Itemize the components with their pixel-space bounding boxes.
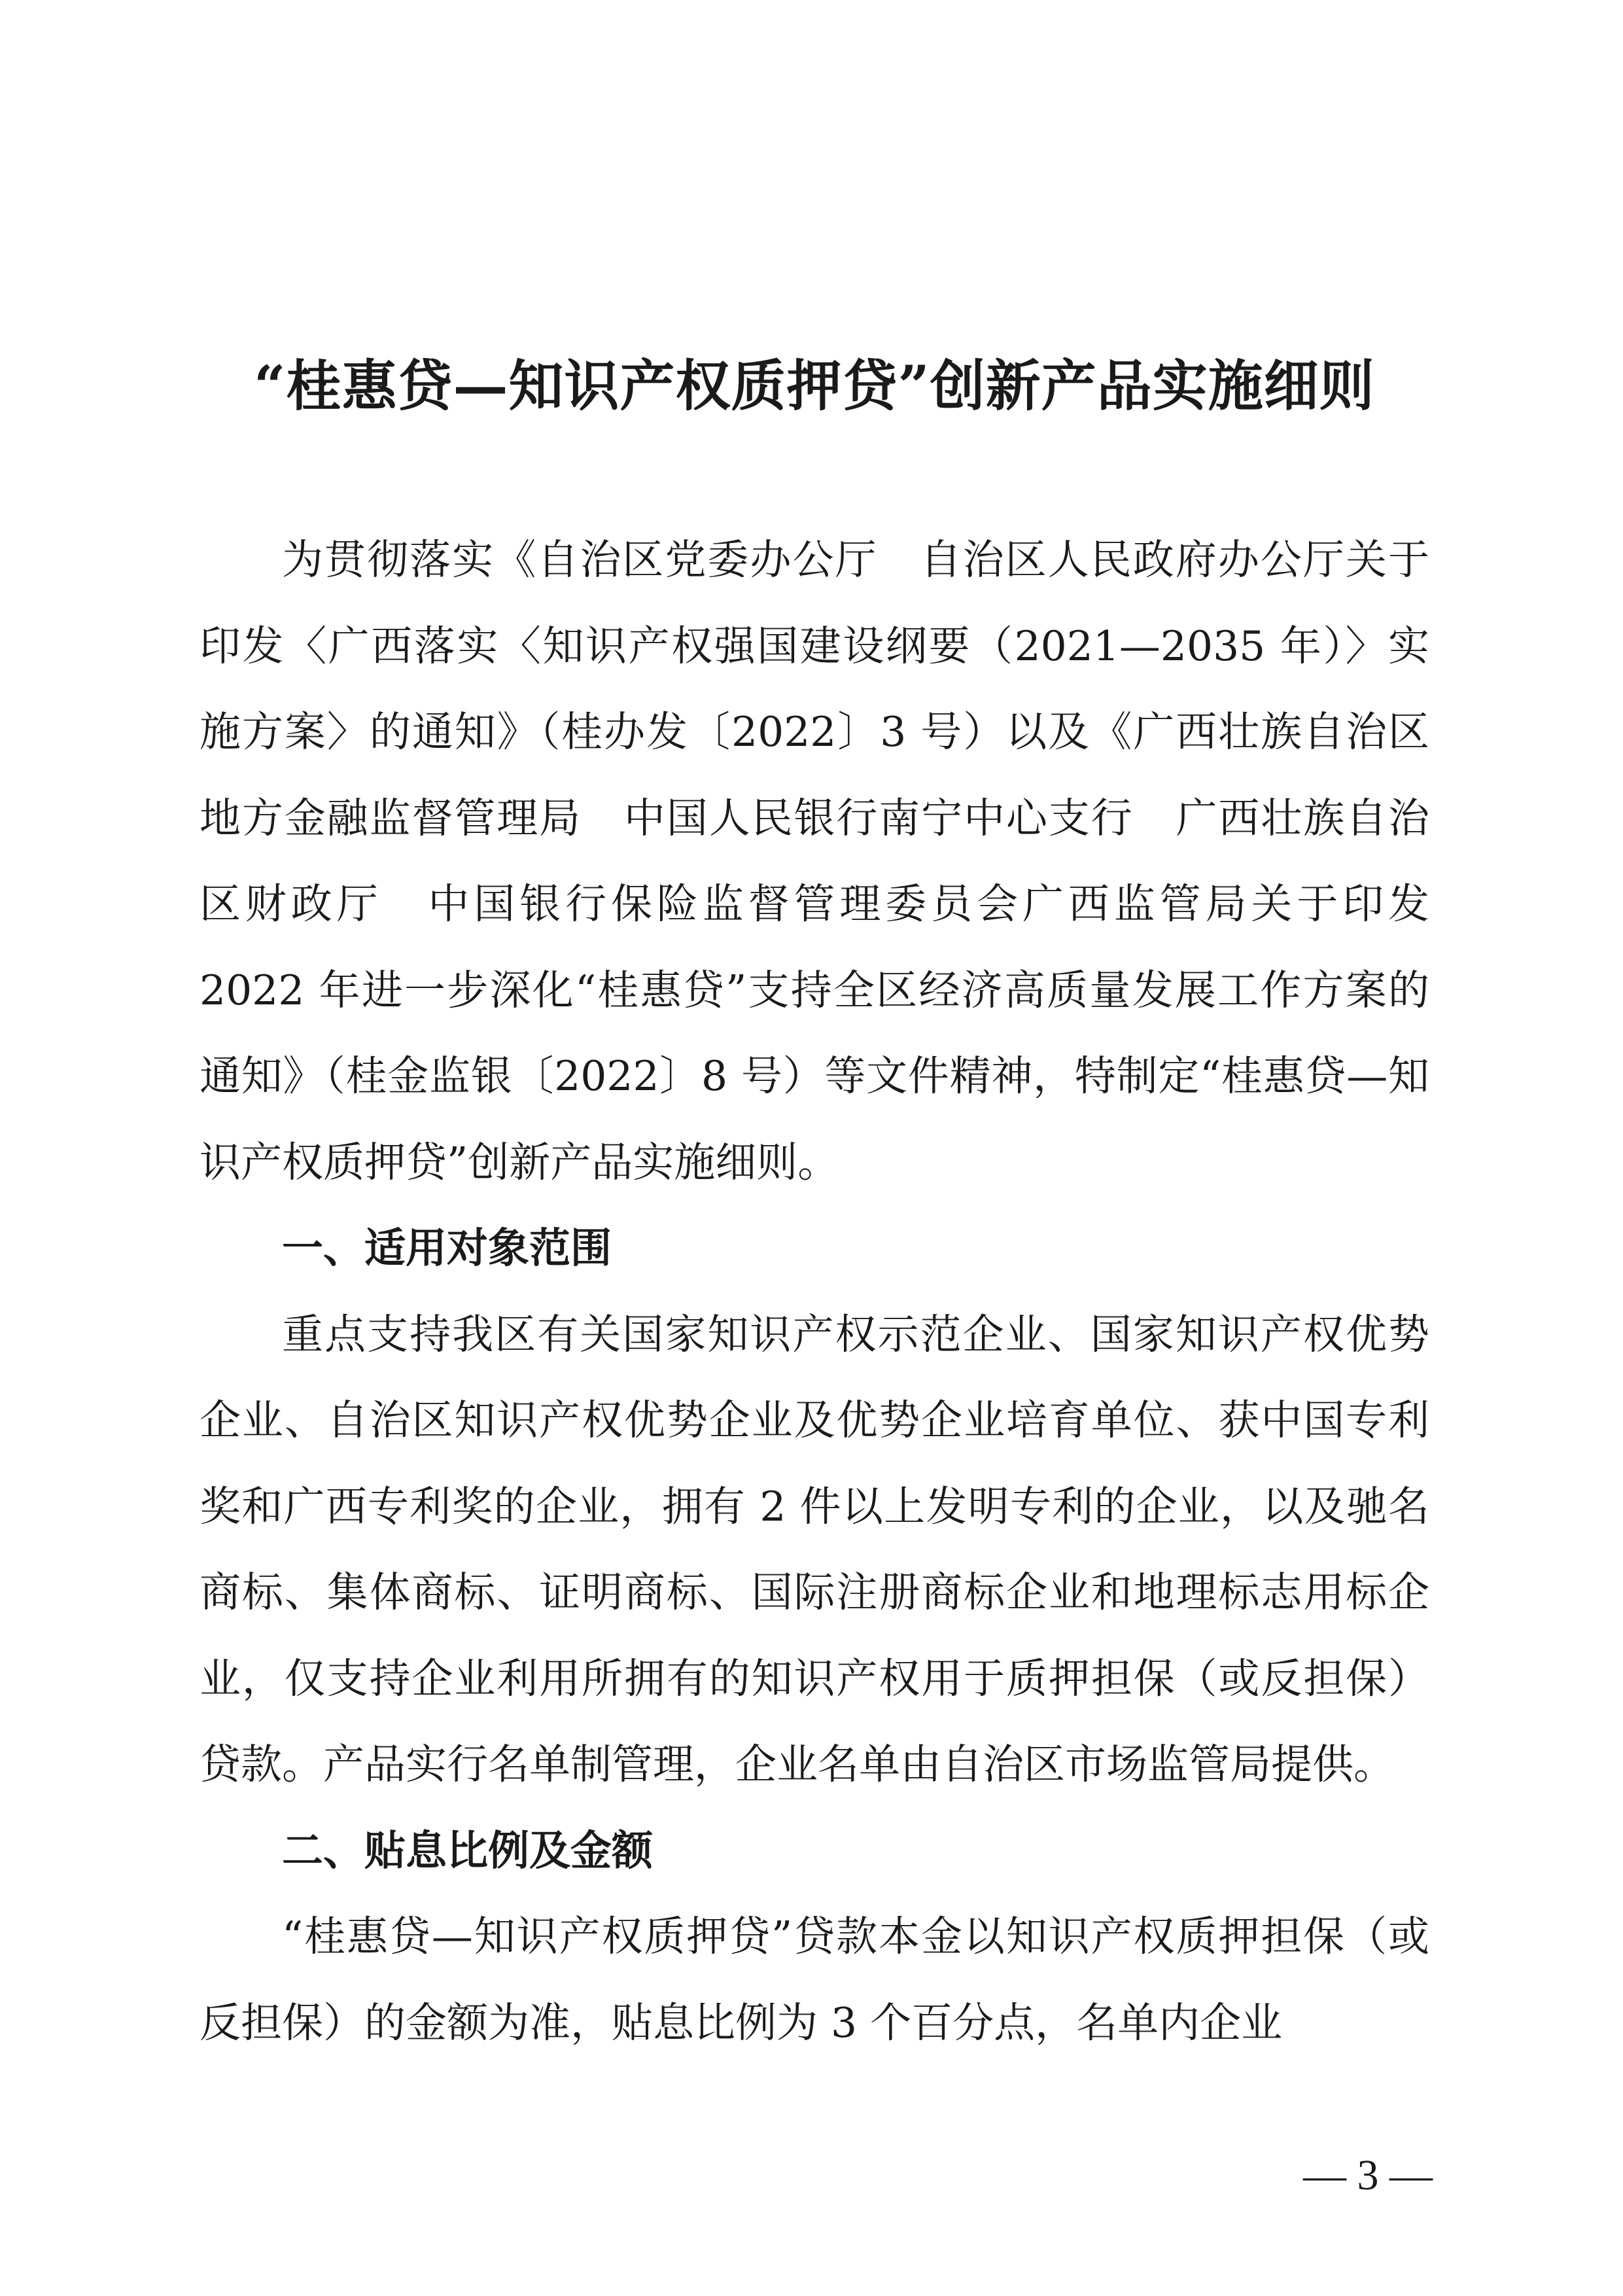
section-paragraph-subsidy: “桂惠贷—知识产权质押贷”贷款本金以知识产权质押担保（或反担保）的金额为准，贴息比例为 3 个百分点，名单内企业 xyxy=(200,1913,1429,2047)
document-body xyxy=(200,517,1429,2066)
section-heading-scope: 一、适用对象范围 xyxy=(282,1224,612,1272)
document-title: “桂惠贷—知识产权质押贷”创新产品实施细则 xyxy=(254,353,1375,418)
section-heading-subsidy: 二、贴息比例及金额 xyxy=(282,1826,653,1875)
page-number: — 3 — xyxy=(1303,2151,1433,2199)
section-paragraph-scope: 重点支持我区有关国家知识产权示范企业、国家知识产权优势企业、自治区知识产权优势企业及优势企业培育单位、获中国专利奖和广西专利奖的企业，拥有 2 件以上发明专利的企业，以及驰名商标、集体商标、证明商标、国际注册商标企业和地理标志用标企业，仅支持企业利用所拥有的知识产权用于质押担保（或反担保）贷款。产品实行名单制管理，企业名单由自治区市场监管局提供。 xyxy=(200,1310,1429,1788)
intro-paragraph: 为贯彻落实《自治区党委办公厅 自治区人民政府办公厅关于印发〈广西落实〈知识产权强国建设纲要（2021—2035 年）〉实施方案〉的通知》（桂办发〔2022〕3 号）以及《广西壮族自治区地方金融监督管理局 中国人民银行南宁中心支行 广西壮族自治区财政厅 中国银行保险监督管理委员会广西监管局关于印发 2022 年进一步深化“桂惠贷”支持全区经济高质量发展工作方案的通知》（桂金监银〔2022〕8 号）等文件精神，特制定“桂惠贷—知识产权质押贷”创新产品实施细则。 xyxy=(200,536,1429,1186)
